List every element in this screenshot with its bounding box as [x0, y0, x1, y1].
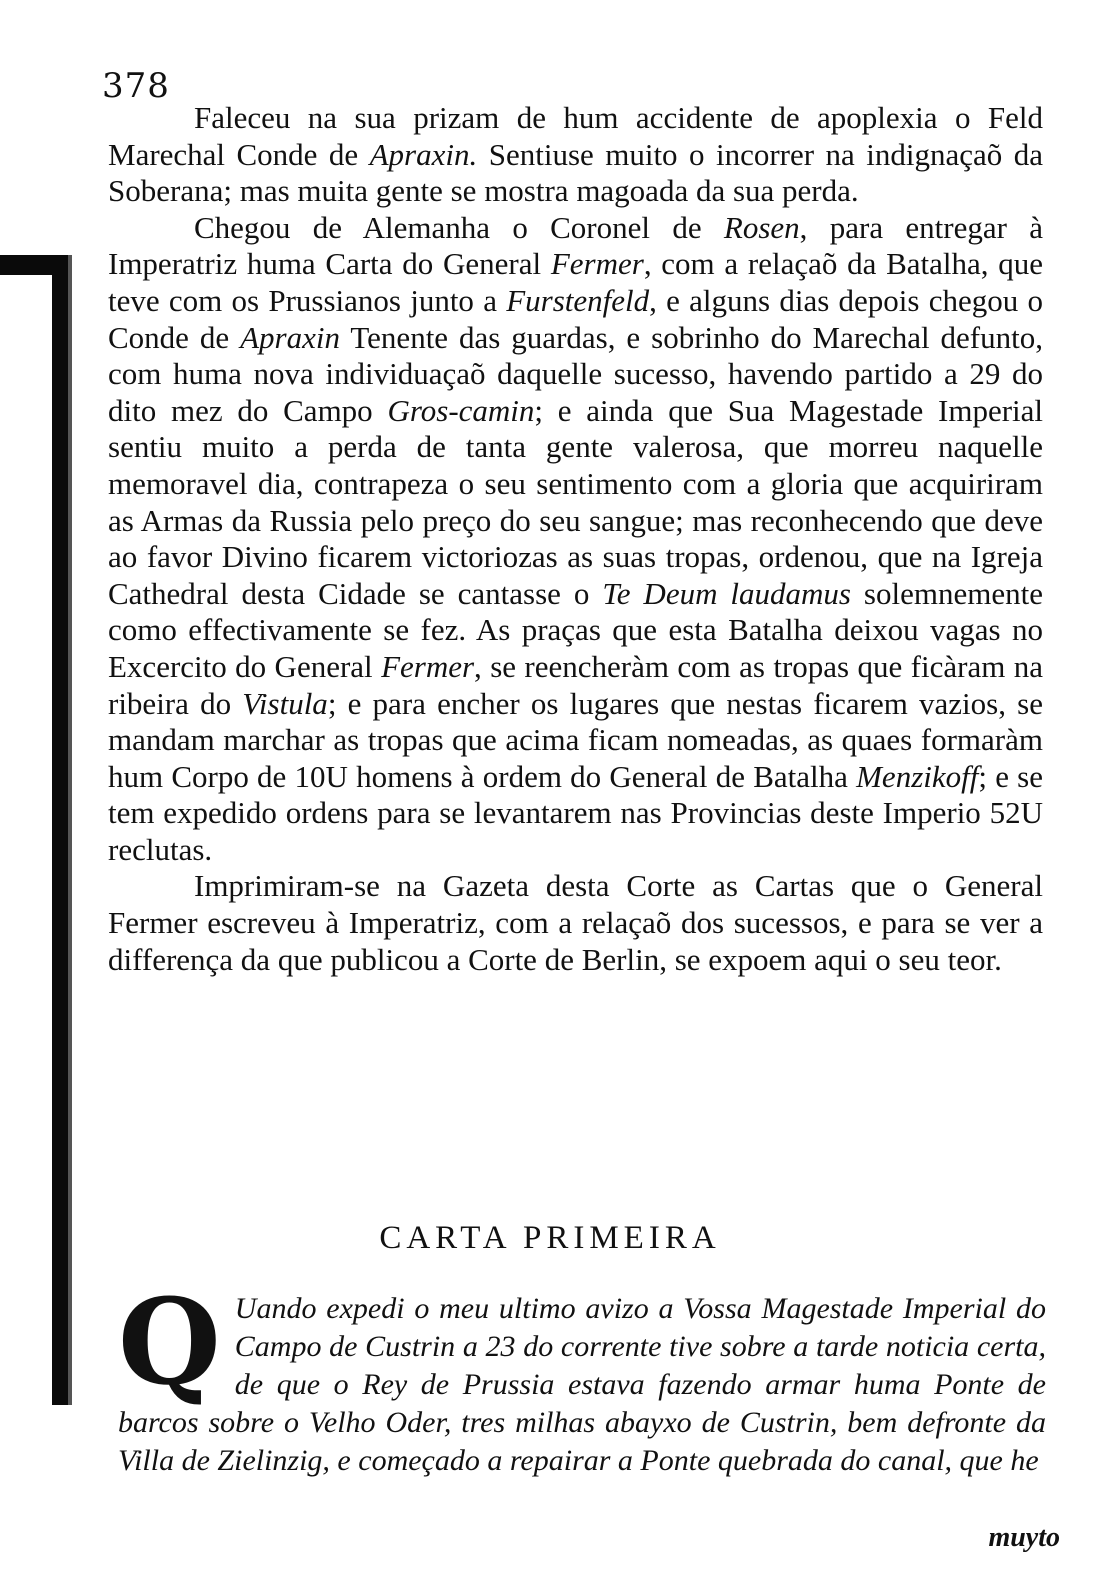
text-run: solemnemente como effectivamente se fez. As praças que esta Batalha deixou vagas no Excercito do General: [108, 575, 1043, 684]
paragraph: [108, 100, 1043, 210]
page-number: 378: [102, 66, 170, 106]
letter-body: [118, 1272, 1046, 1480]
italic-name: Fermer: [550, 246, 644, 282]
drop-cap: Q: [118, 1272, 221, 1411]
italic-name: Fermer: [381, 648, 475, 684]
body-text: [108, 100, 1043, 978]
text-run: Tenente das guardas, e sobrinho do Marechal defunto, com huma nova individuaçaõ daquelle sucesso, havendo partido a 29 do dito mez do Campo: [108, 319, 1043, 428]
italic-name: Rosen: [723, 209, 800, 245]
text-run: ; e ainda que Sua Magestade Imperial sentiu muito a perda de tanta gente valerosa, que morreu naquelle memoravel dia, contrapeza o seu sentimento com a gloria que acquiriram as Armas da Russia pelo preço do seu sangue; mas reconhecendo que deve ao favor Divino ficarem victoriozas as suas tropas, ordenou, que na Igreja Cathedral desta Cidade se cantasse o: [108, 392, 1044, 611]
letter-text: Uando expedi o meu ultimo avizo a Vossa Magestade Imperial do Campo de Custrin a 23 do corrente tive sobre a tarde noticia certa, de que o Rey de Prussia estava fazendo armar huma Ponte de barcos sobre o Velho Oder, tres milhas abayxo de Custrin, bem defronte da Villa de Zielinzig, e começado a repairar a Ponte quebrada do canal, que he: [118, 1292, 1046, 1477]
italic-name: Furstenfeld: [506, 282, 650, 318]
italic-name: Apraxin: [240, 319, 340, 355]
italic-name: Apraxin.: [369, 136, 478, 172]
text-run: Imprimiram-se na Gazeta desta Corte as Cartas que o General Fermer escreveu à Imperatriz, com a relaçaõ dos sucessos, e para se ver a differença da que publicou a Corte de Berlin, se expoem aqui o seu teor.: [108, 868, 1043, 977]
text-run: , com a relaçaõ da Batalha, que teve com os Prussianos junto a: [108, 246, 1043, 318]
paragraph: [108, 868, 1043, 978]
text-run: , e alguns dias depois chegou o Conde de: [108, 282, 1043, 355]
italic-name: Gros-camin: [387, 392, 535, 428]
italic-name: Vistula: [242, 685, 328, 721]
text-run: Sentiuse muito o incorrer na indignaçaõ da Soberana; mas muita gente se mostra magoada da sua perda.: [108, 136, 1043, 209]
text-run: , se reencheràm com as tropas que ficàram na ribeira do: [108, 648, 1043, 721]
text-run: ; e para encher os lugares que nestas ficarem vazios, se mandam marchar as tropas que acima ficam nomeadas, as quaes formaràm hum Corpo de 10U homens à ordem do General de Batalha: [108, 685, 1043, 794]
section-heading: CARTA PRIMEIRA: [379, 1220, 721, 1256]
paragraph: [108, 210, 1043, 869]
catchword: muyto: [988, 1522, 1060, 1553]
italic-name: Te Deum laudamus: [602, 575, 851, 611]
text-run: Faleceu na sua prizam de hum accidente de apoplexia o Feld Marechal Conde de: [108, 100, 1043, 172]
text-run: Chegou de Alemanha o Coronel de: [194, 209, 724, 245]
italic-name: Menzikoff: [856, 758, 979, 794]
text-run: , para entregar à Imperatriz huma Carta do General: [108, 209, 1044, 282]
text-run: ; e se tem expedido ordens para se levantarem nas Provincias deste Imperio 52U reclutas.: [108, 758, 1043, 867]
